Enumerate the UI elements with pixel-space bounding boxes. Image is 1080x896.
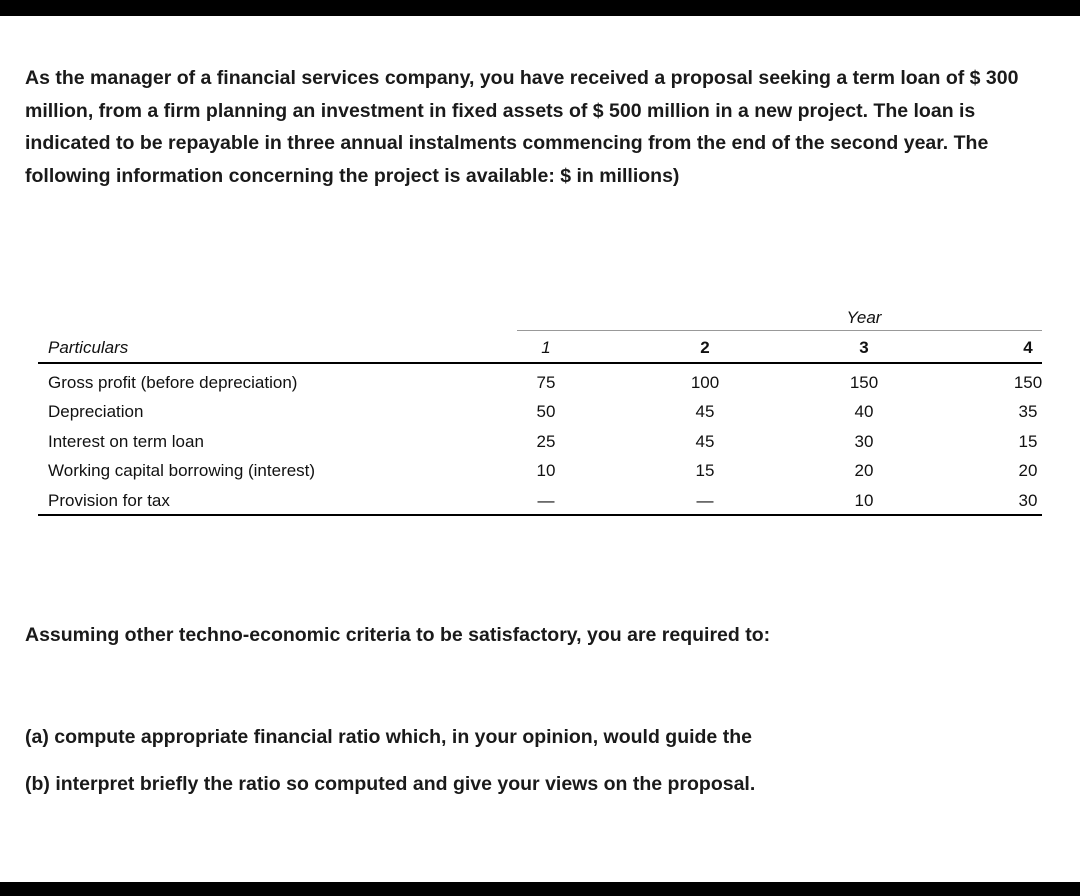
year-4-header: 4 <box>1023 338 1033 357</box>
table-cell: 20 <box>854 461 874 480</box>
table-cell: 20 <box>1018 461 1038 480</box>
problem-intro: As the manager of a financial services company, you have received a proposal seeking a term loan of $ 300 million, from a firm planning an investment in fixed assets of $ 500 million in a new project. The loan is indicated to be repayable in three annual instalments commencing from the end of the second year. The following information concerning the project is available: $ in millions) <box>25 67 1019 187</box>
year-2-header: 2 <box>700 338 710 357</box>
table-cell: 15 <box>695 461 715 480</box>
project-info-table <box>0 300 1080 530</box>
top-black-bar <box>0 0 1080 16</box>
year-span-line <box>517 330 1042 331</box>
table-cell: 10 <box>854 491 874 510</box>
table-cell: 150 <box>849 373 879 392</box>
row-label-provision-tax: Provision for tax <box>48 491 170 510</box>
table-cell: 10 <box>536 461 556 480</box>
bottom-black-bar <box>0 882 1080 896</box>
table-cell: 50 <box>536 402 556 421</box>
header-rule <box>38 362 1042 364</box>
bottom-rule <box>38 514 1042 516</box>
table-cell: — <box>696 491 714 510</box>
table-cell: 40 <box>854 402 874 421</box>
table-cell: 45 <box>695 432 715 451</box>
row-label-working-capital: Working capital borrowing (interest) <box>48 461 316 480</box>
table-cell: 25 <box>536 432 556 451</box>
table-cell: 100 <box>690 373 720 392</box>
year-header: Year <box>846 308 882 327</box>
question-a: (a) compute appropriate financial ratio which, in your opinion, would guide the <box>25 726 752 748</box>
table-cell: 150 <box>1013 373 1043 392</box>
table-cell: 30 <box>854 432 874 451</box>
assumption-text: Assuming other techno-economic criteria to be satisfactory, you are required to: <box>25 624 771 646</box>
table-cell: 75 <box>536 373 556 392</box>
table-cell: 15 <box>1018 432 1038 451</box>
particulars-header: Particulars <box>48 338 129 357</box>
table-cell: 30 <box>1018 491 1038 510</box>
question-b: (b) interpret briefly the ratio so computed and give your views on the proposal. <box>25 773 756 795</box>
table-cell: 45 <box>695 402 715 421</box>
row-label-depreciation: Depreciation <box>48 402 144 421</box>
table-cell: — <box>537 491 555 510</box>
row-label-gross-profit: Gross profit (before depreciation) <box>48 373 298 392</box>
year-3-header: 3 <box>859 338 869 357</box>
table-cell: 35 <box>1018 402 1038 421</box>
year-1-header: 1 <box>541 338 551 357</box>
row-label-interest-term-loan: Interest on term loan <box>48 432 204 451</box>
